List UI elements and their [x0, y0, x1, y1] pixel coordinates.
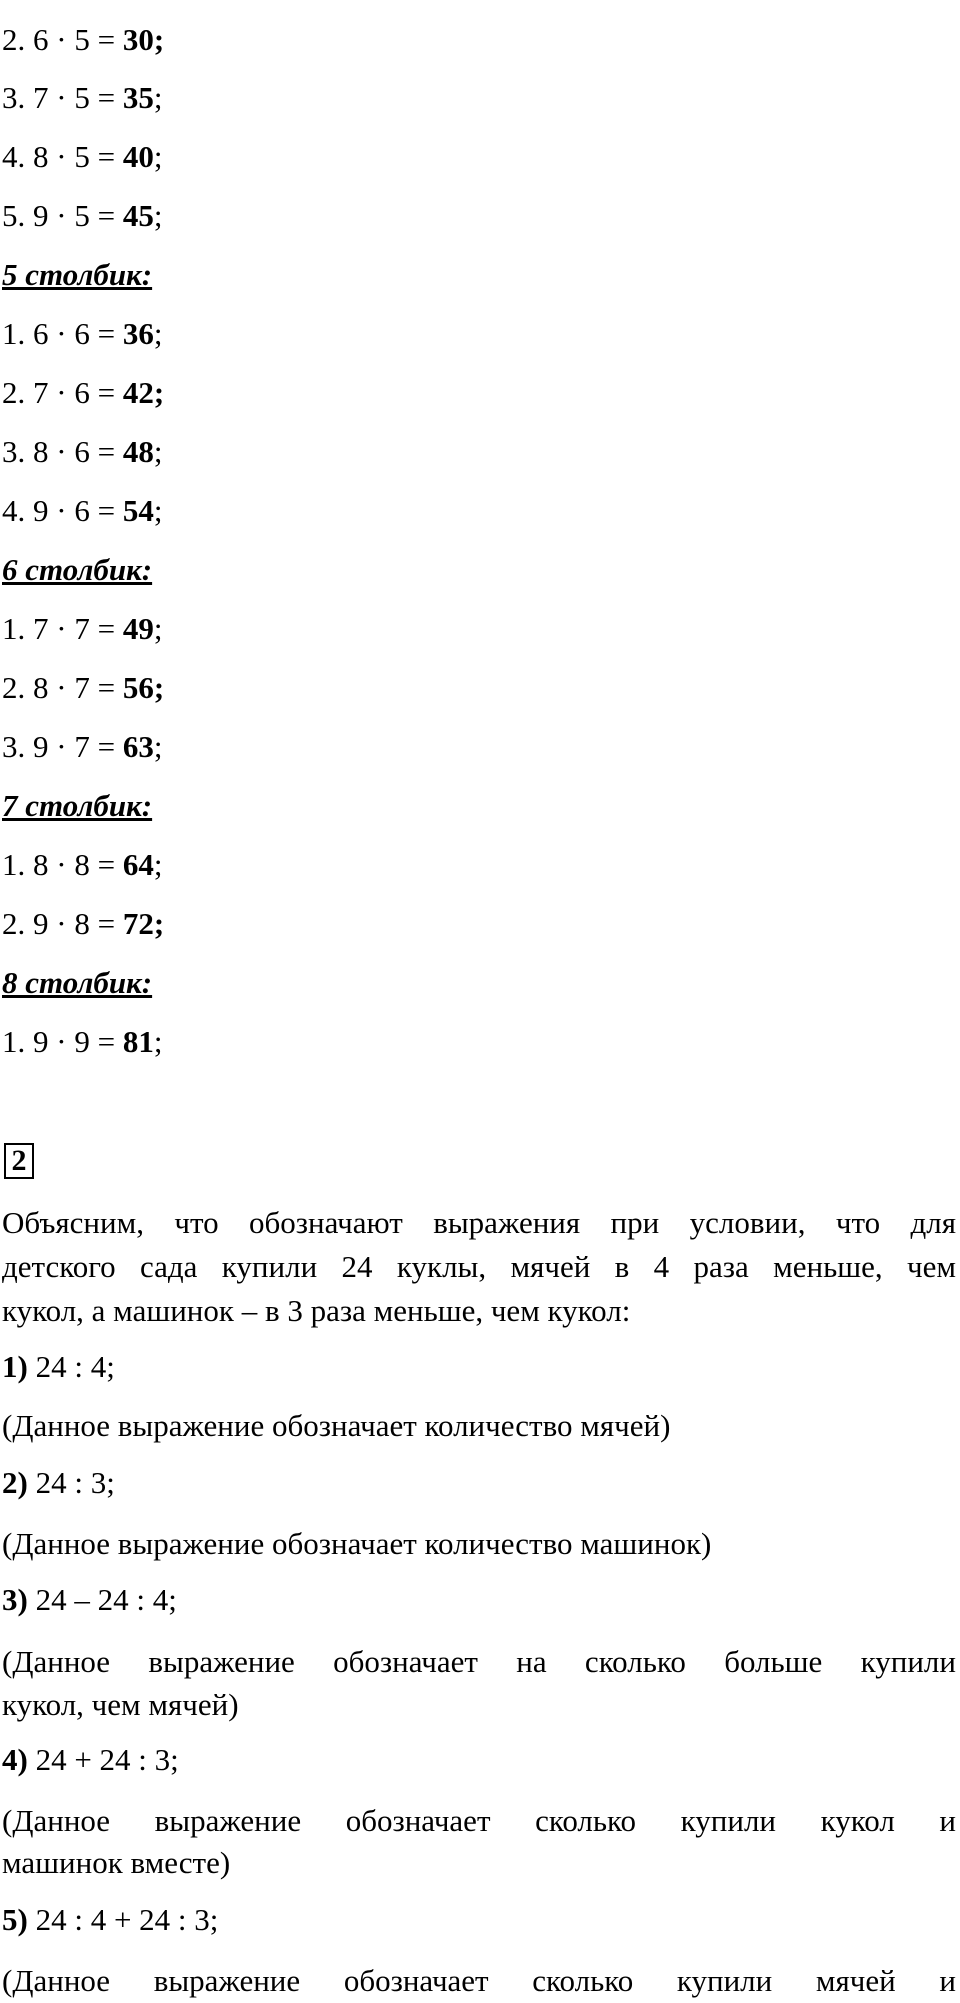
expression: 2. 7 · 6 = [2, 375, 123, 410]
expression: 24 : 4; [27, 1349, 115, 1384]
list-item [2, 22, 164, 58]
result: 45 [122, 198, 154, 233]
list-item [2, 375, 164, 411]
item-note: (Данное выражение обозначает количество мячей) [2, 1408, 671, 1443]
item-note: (Данное выражение обозначает количество машинок) [2, 1526, 712, 1561]
list-item [2, 139, 162, 175]
list-item [2, 1024, 162, 1060]
result: 54 [122, 493, 154, 528]
item-note: (Данное выражение обозначает на сколько больше купили [2, 1644, 956, 1679]
item-note: (Данное выражение обозначает сколько купили мячей и [2, 1963, 956, 1998]
expression: 1. 8 · 8 = [2, 847, 123, 882]
item-label: 2) [2, 1465, 28, 1500]
list-item [2, 1902, 218, 1938]
separator: ; [153, 611, 163, 646]
section-heading: 5 столбик: [2, 257, 153, 292]
list-item [2, 198, 162, 234]
task-number: 2 [4, 1143, 34, 1179]
expression: 24 + 24 : 3; [27, 1742, 179, 1777]
list-item [2, 316, 162, 352]
item-label: 1) [2, 1349, 28, 1384]
expression: 3. 7 · 5 = [2, 80, 123, 115]
list-item [2, 670, 164, 706]
separator: ; [153, 316, 163, 351]
result: 72; [122, 906, 165, 941]
expression: 4. 9 · 6 = [2, 493, 123, 528]
result: 49 [122, 611, 154, 646]
list-item [2, 1349, 115, 1385]
result: 36 [122, 316, 154, 351]
task-intro-line: детского сада купили 24 куклы, мячей в 4 раза меньше, чем [2, 1249, 956, 1284]
list-item [2, 847, 162, 883]
result: 56; [122, 670, 165, 705]
expression: 1. 7 · 7 = [2, 611, 123, 646]
item-label: 4) [2, 1742, 28, 1777]
task-intro-line: Объясним, что обозначают выражения при условии, что для [2, 1205, 956, 1240]
item-label: 3) [2, 1582, 28, 1617]
expression: 24 – 24 : 4; [27, 1582, 177, 1617]
section-heading: 8 столбик: [2, 965, 153, 1000]
expression: 1. 6 · 6 = [2, 316, 123, 351]
item-note: кукол, чем мячей) [2, 1687, 239, 1722]
separator: ; [153, 80, 163, 115]
list-item [2, 434, 162, 470]
item-note: (Данное выражение обозначает сколько купили кукол и [2, 1803, 956, 1838]
list-item [2, 729, 162, 765]
result: 42; [122, 375, 165, 410]
item-label: 5) [2, 1902, 28, 1937]
section-heading: 7 столбик: [2, 788, 153, 823]
result: 64 [122, 847, 154, 882]
section-heading: 6 столбик: [2, 552, 153, 587]
result: 81 [122, 1024, 154, 1059]
expression: 2. 9 · 8 = [2, 906, 123, 941]
expression: 2. 6 · 5 = [2, 22, 123, 57]
separator: ; [153, 434, 163, 469]
separator: ; [153, 847, 163, 882]
result: 40 [122, 139, 154, 174]
expression: 2. 8 · 7 = [2, 670, 123, 705]
list-item [2, 80, 162, 116]
list-item [2, 906, 164, 942]
separator: ; [153, 493, 163, 528]
expression: 1. 9 · 9 = [2, 1024, 123, 1059]
expression: 24 : 3; [27, 1465, 115, 1500]
list-item [2, 1582, 177, 1618]
list-item [2, 1465, 115, 1501]
expression: 3. 9 · 7 = [2, 729, 123, 764]
list-item [2, 1742, 179, 1778]
result: 48 [122, 434, 154, 469]
result: 30; [122, 22, 165, 57]
expression: 5. 9 · 5 = [2, 198, 123, 233]
list-item [2, 493, 162, 529]
result: 63 [122, 729, 154, 764]
item-note: машинок вместе) [2, 1845, 231, 1880]
expression: 24 : 4 + 24 : 3; [27, 1902, 219, 1937]
result: 35 [122, 80, 154, 115]
list-item [2, 611, 162, 647]
expression: 4. 8 · 5 = [2, 139, 123, 174]
separator: ; [153, 139, 163, 174]
separator: ; [153, 1024, 163, 1059]
task-intro-line: кукол, а машинок – в 3 раза меньше, чем кукол: [2, 1293, 631, 1328]
separator: ; [153, 729, 163, 764]
expression: 3. 8 · 6 = [2, 434, 123, 469]
separator: ; [153, 198, 163, 233]
